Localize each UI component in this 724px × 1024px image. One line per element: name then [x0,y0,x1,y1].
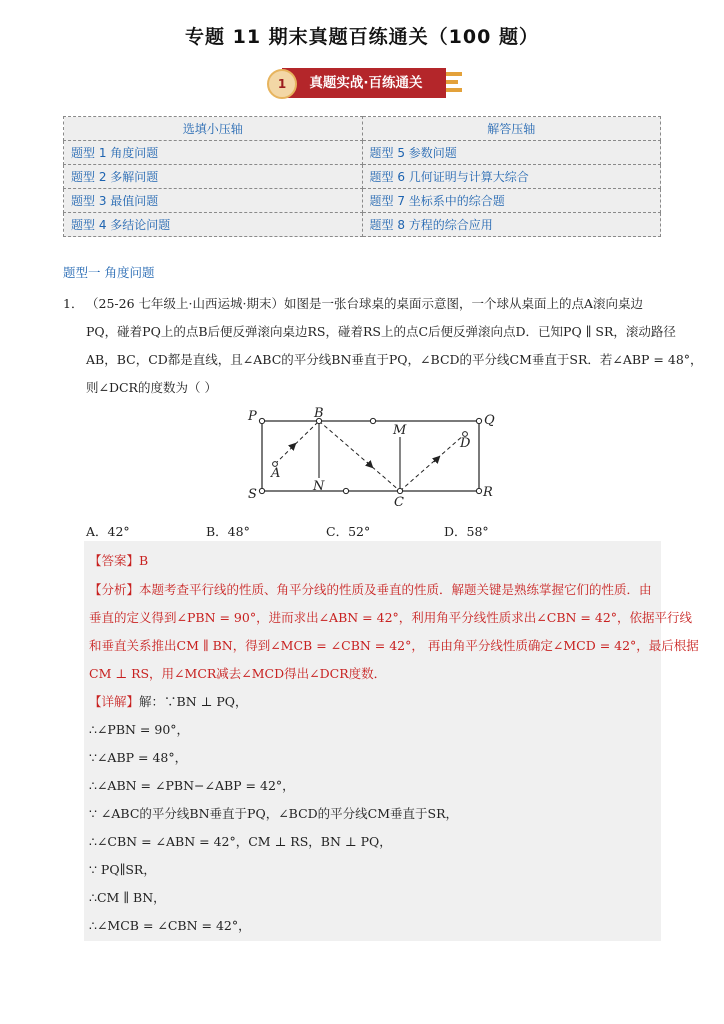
analysis-line: CM ⊥ RS，用∠MCR减去∠MCD得出∠DCR度数． [89,666,387,681]
option-a[interactable]: A．42° [86,524,130,539]
label-c: C [394,495,404,510]
detail-line: ∵ PQ∥SR， [89,862,156,877]
path-bc [319,421,400,491]
toc-item[interactable]: 题型 3 最值问题 [64,189,363,213]
label-q: Q [484,413,495,428]
toc-item[interactable]: 题型 6 几何证明与计算大综合 [362,165,661,189]
detail-line: ∴∠ABN = ∠PBN−∠ABP = 42°， [89,778,295,793]
section-heading: 题型一 角度问题 [63,265,155,280]
section-banner [262,66,472,102]
option-b[interactable]: B．48° [206,524,250,539]
option-d[interactable]: D．58° [444,524,489,539]
solution-box [84,541,661,941]
label-m: M [393,423,407,438]
detail-first: 解：∵BN ⊥ PQ， [139,694,248,709]
question-line: AB，BC，CD都是直线，且∠ABC的平分线BN垂直于PQ，∠BCD的平分线CM垂直于SR．若∠ABP = 48°， [86,352,703,367]
toc-header-right: 解答压轴 [362,117,661,141]
question-line: （25-26 七年级上·山西运城·期末）如图是一张台球桌的桌面示意图，一个球从桌面上的点A滚向桌边 [86,296,643,311]
toc-item[interactable]: 题型 7 坐标系中的综合题 [362,189,661,213]
detail-line: ∴∠CBN = ∠ABN = 42°，CM ⊥ RS，BN ⊥ PQ， [89,834,392,849]
analysis-line: 【分析】本题考查平行线的性质、角平分线的性质及垂直的性质．解题关键是熟练掌握它们的性质．由 [89,582,652,597]
topic-table [63,116,661,237]
detail-line: ∴CM ∥ BN， [89,890,166,905]
label-n: N [313,479,325,494]
toc-item[interactable]: 题型 2 多解问题 [64,165,363,189]
toc-item[interactable]: 题型 5 参数问题 [362,141,661,165]
label-d: D [460,436,471,451]
detail-line: ∵∠ABP = 48°， [89,750,188,765]
detail-line [89,692,248,710]
banner-text: 真题实战·百练通关 [309,75,423,91]
answer-line: 【答案】B [89,553,149,568]
toc-item[interactable]: 题型 1 角度问题 [64,141,363,165]
detail-line: ∴∠PBN = 90°， [89,722,190,737]
question-number: 1． [63,296,84,311]
path-ab [275,421,319,464]
table-frame [262,421,479,491]
label-a: A [271,466,281,481]
toc-item[interactable]: 题型 4 多结论问题 [64,213,363,237]
label-p: P [248,409,257,424]
billiard-table-diagram [243,402,513,512]
detail-line: ∴∠MCB = ∠CBN = 42°， [89,918,251,933]
page-title: 专题 11 期末真题百练通关（100 题） [185,26,539,48]
option-c[interactable]: C．52° [326,524,371,539]
analysis-line: 和垂直关系推出CM ∥ BN，得到∠MCB = ∠CBN = 42°， 再由角平分线性质确定∠MCD = 42°，最后根据 [89,638,699,653]
detail-line: ∵ ∠ABC的平分线BN垂直于PQ，∠BCD的平分线CM垂直于SR， [89,806,459,821]
label-b: B [314,406,324,421]
toc-header-left: 选填小压轴 [64,117,363,141]
detail-label: 【详解】 [89,694,140,709]
question-line: PQ，碰着PQ上的点B后便反弹滚向桌边RS，碰着RS上的点C后便反弹滚向点D．已知PQ ∥ SR，滚动路径 [86,324,676,339]
question-line: 则∠DCR的度数为（ ） [86,380,217,395]
path-cd [400,434,465,491]
label-r: R [483,485,493,500]
banner-number: 1 [277,77,287,91]
label-s: S [248,487,257,502]
analysis-line: 垂直的定义得到∠PBN = 90°，进而求出∠ABN = 42°，利用角平分线性质求出∠CBN = 42°，依据平行线 [89,610,693,625]
toc-item[interactable]: 题型 8 方程的综合应用 [362,213,661,237]
